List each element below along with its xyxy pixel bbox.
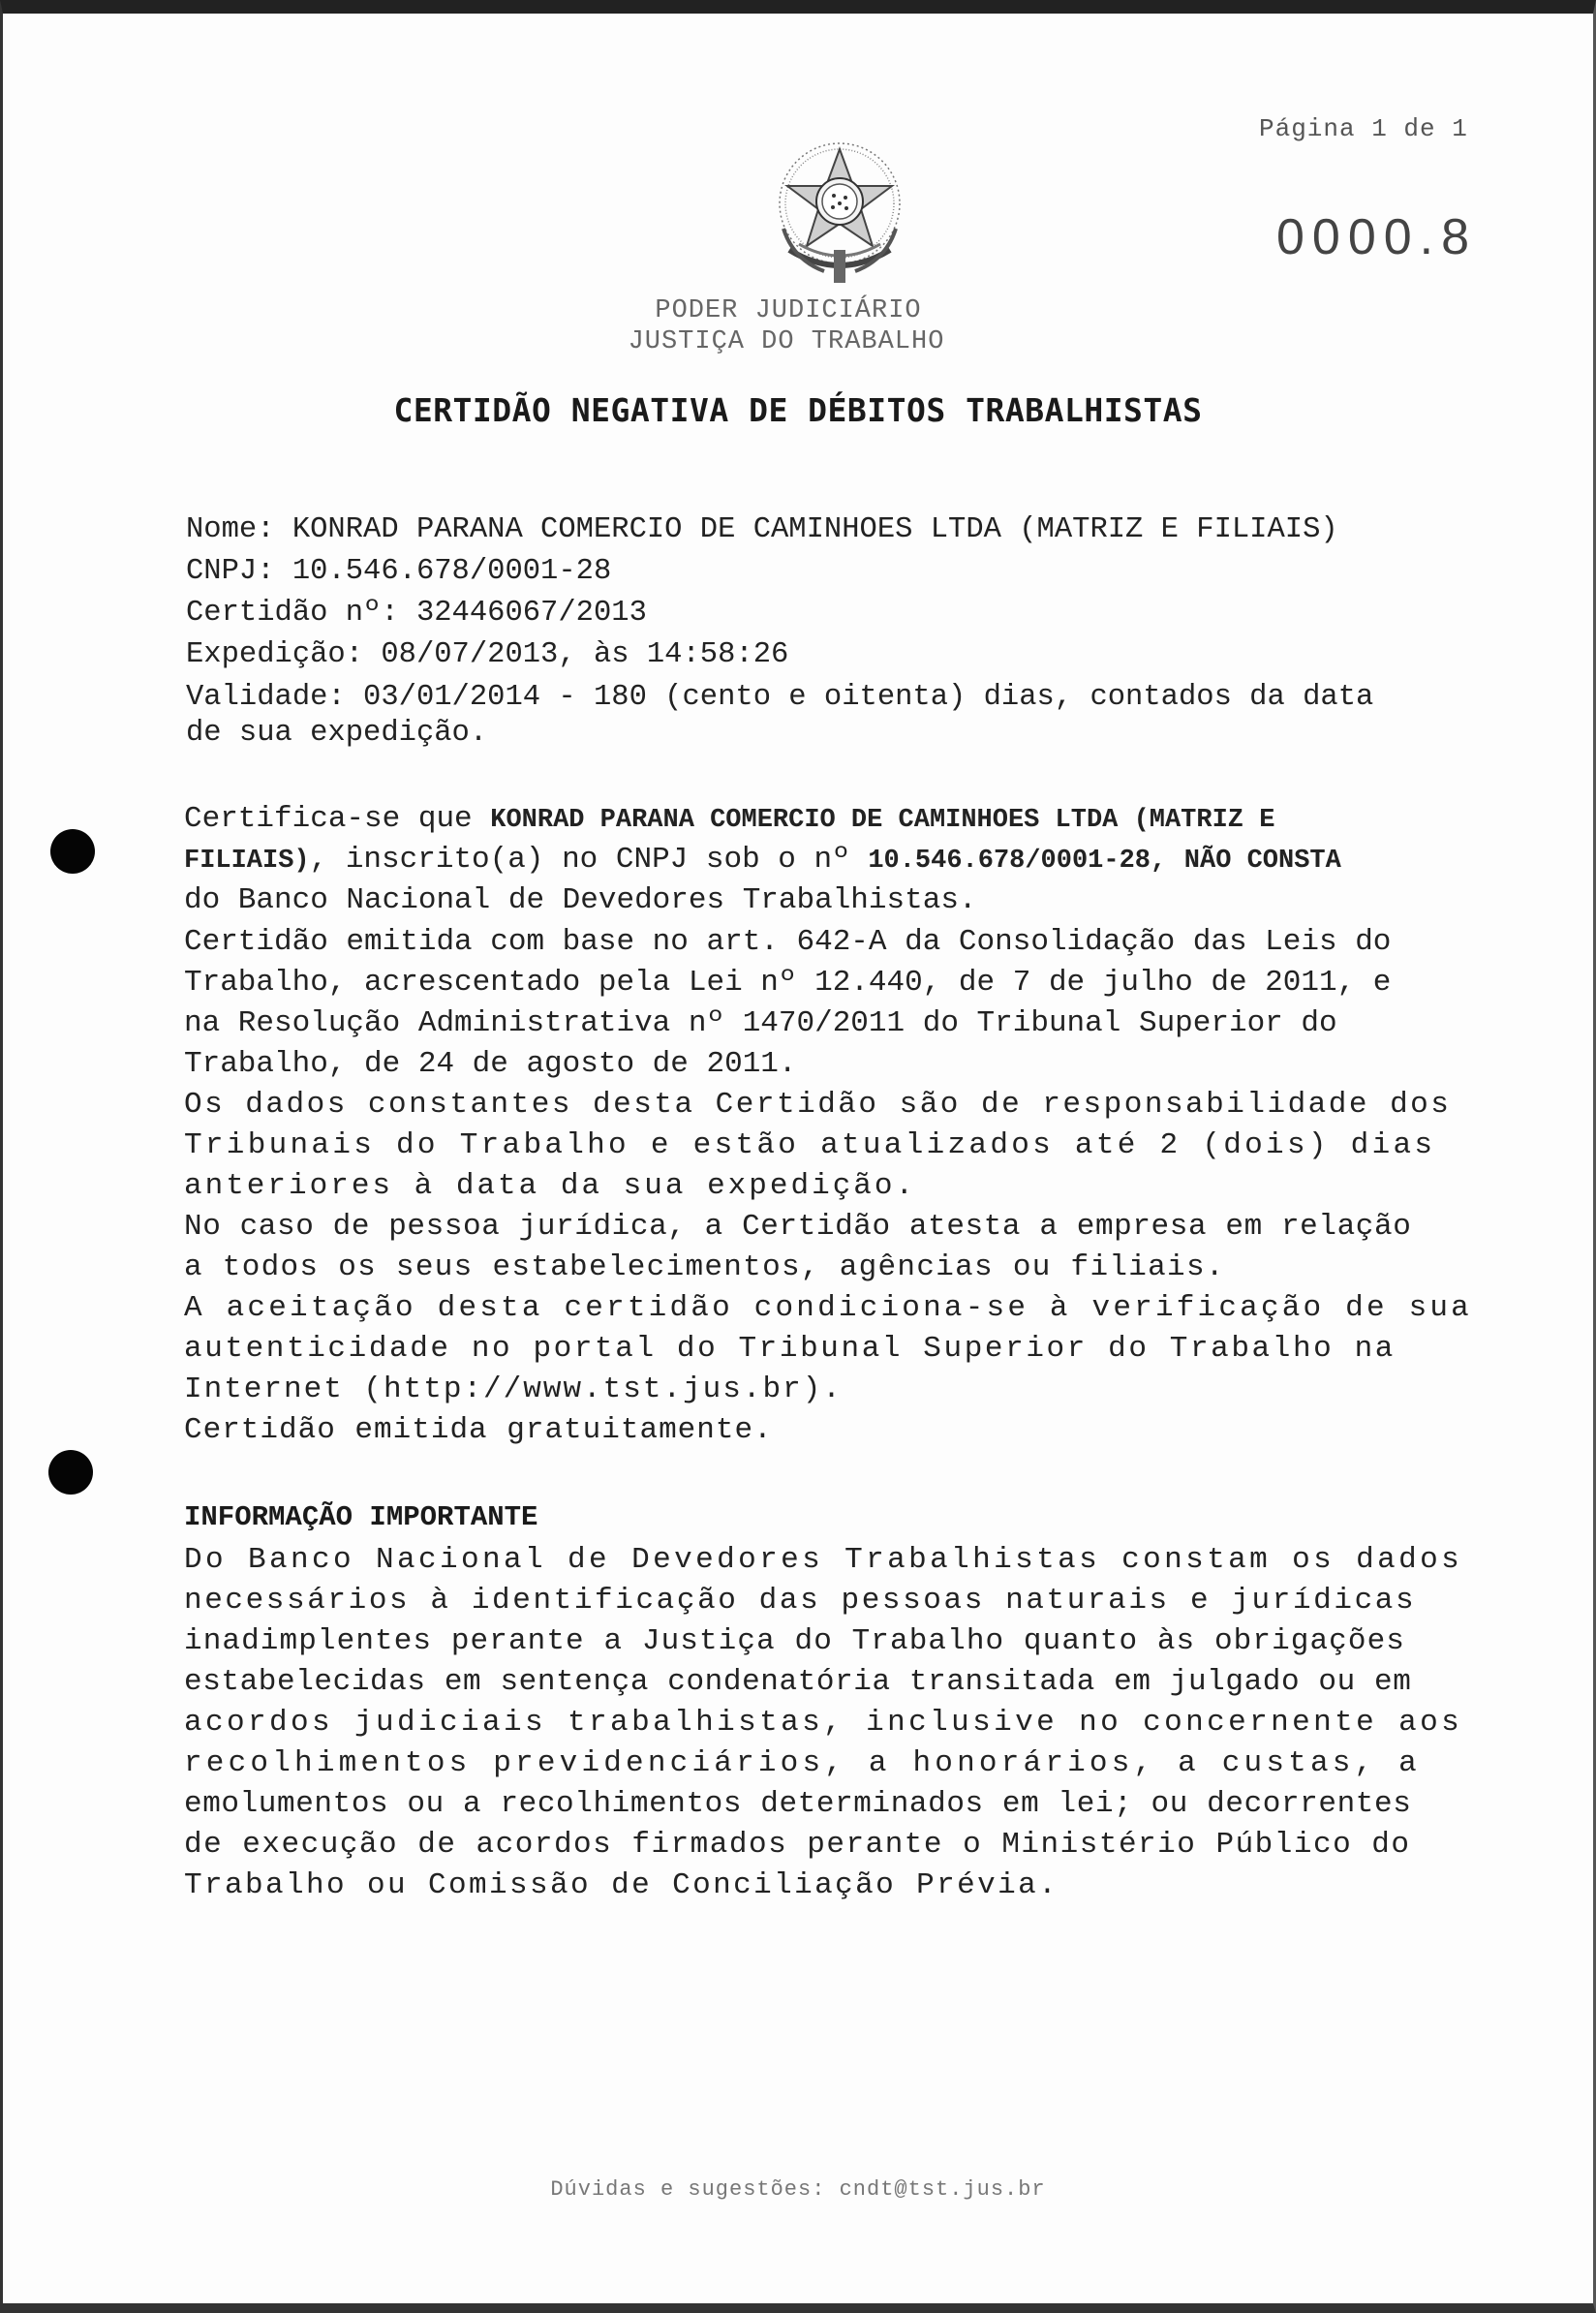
info-line-8: de execução de acordos firmados perante o Ministério Público do	[184, 1828, 1411, 1862]
nao-consta-bold: NÃO CONSTA	[1183, 847, 1341, 876]
punch-hole-top	[50, 829, 95, 874]
punch-hole-bottom	[48, 1450, 93, 1495]
paragraph-3-line-3: anteriores à data da sua expedição.	[184, 1169, 917, 1203]
field-nome: Nome: KONRAD PARANA COMERCIO DE CAMINHOES LTDA (MATRIZ E FILIAIS)	[186, 513, 1338, 546]
certifica-line1	[184, 802, 1274, 836]
filiais-bold: FILIAIS)	[184, 847, 310, 876]
paragraph-3-line-1: Os dados constantes desta Certidão são de responsabilidade dos	[184, 1088, 1452, 1122]
page-number: Página 1 de 1	[1259, 114, 1468, 143]
info-line-2: necessários à identificação das pessoas naturais e jurídicas	[184, 1584, 1417, 1618]
paragraph-5-line-3: Internet (http://www.tst.jus.br).	[184, 1372, 843, 1406]
company-name-bold: KONRAD PARANA COMERCIO DE CAMINHOES LTDA (MATRIZ E	[490, 806, 1275, 835]
brazil-coat-of-arms-icon	[770, 136, 910, 291]
handwritten-stamp-number: 0000.8	[1276, 209, 1478, 265]
info-line-4: estabelecidas em sentença condenatória transitada em julgado ou em	[184, 1665, 1412, 1699]
info-line-6: recolhimentos previdenciários, a honorários, a custas, a	[184, 1746, 1421, 1780]
paragraph-2-line-1: Certidão emitida com base no art. 642-A da Consolidação das Leis do	[184, 925, 1392, 959]
document-title: CERTIDÃO NEGATIVA DE DÉBITOS TRABALHISTAS	[393, 391, 1203, 429]
paragraph-4-line-1: No caso de pessoa jurídica, a Certidão atesta a empresa em relação	[184, 1210, 1412, 1244]
field-expedicao: Expedição: 08/07/2013, às 14:58:26	[186, 638, 789, 671]
info-heading: INFORMAÇÃO IMPORTANTE	[184, 1501, 538, 1533]
field-cnpj: CNPJ: 10.546.678/0001-28	[186, 555, 612, 588]
paragraph-6: Certidão emitida gratuitamente.	[184, 1413, 773, 1447]
field-certidao: Certidão nº: 32446067/2013	[186, 597, 647, 630]
header-justica-trabalho: JUSTIÇA DO TRABALHO	[628, 327, 945, 356]
info-line-7: emolumentos ou a recolhimentos determinados em lei; ou decorrentes	[184, 1787, 1412, 1821]
field-validade-line1: Validade: 03/01/2014 - 180 (cento e oitenta) dias, contados da data	[186, 681, 1374, 714]
paragraph-3-line-2: Tribunais do Trabalho e estão atualizados até 2 (dois) dias	[184, 1128, 1436, 1162]
paragraph-2-line-3: na Resolução Administrativa nº 1470/2011 do Tribunal Superior do	[184, 1006, 1337, 1040]
info-line-5: acordos judiciais trabalhistas, inclusive no concernente aos	[184, 1706, 1463, 1740]
info-line-1: Do Banco Nacional de Devedores Trabalhistas constam os dados	[184, 1543, 1463, 1577]
info-line-9: Trabalho ou Comissão de Conciliação Prévia.	[184, 1868, 1059, 1902]
footer-contact: Dúvidas e sugestões: cndt@tst.jus.br	[550, 2177, 1046, 2202]
paragraph-5-line-1: A aceitação desta certidão condiciona-se à verificação de sua	[184, 1291, 1472, 1325]
certifica-prefix: Certifica-se que	[184, 802, 473, 836]
paragraph-4-line-2: a todos os seus estabelecimentos, agências ou filiais.	[184, 1250, 1225, 1284]
paragraph-5-line-2: autenticidade no portal do Tribunal Superior do Trabalho na	[184, 1332, 1396, 1366]
banco-line: do Banco Nacional de Devedores Trabalhistas.	[184, 883, 977, 917]
certifica-line2	[184, 843, 1341, 877]
field-validade-line2: de sua expedição.	[186, 717, 488, 750]
cnpj-bold: 10.546.678/0001-28,	[868, 847, 1167, 876]
paragraph-2-line-2: Trabalho, acrescentado pela Lei nº 12.440, de 7 de julho de 2011, e	[184, 966, 1392, 1000]
paragraph-2-line-4: Trabalho, de 24 de agosto de 2011.	[184, 1047, 797, 1081]
inscrito-text: , inscrito(a) no CNPJ sob o nº	[309, 843, 850, 877]
header-poder-judiciario: PODER JUDICIÁRIO	[655, 296, 922, 325]
info-line-3: inadimplentes perante a Justiça do Trabalho quanto às obrigações	[184, 1624, 1405, 1658]
